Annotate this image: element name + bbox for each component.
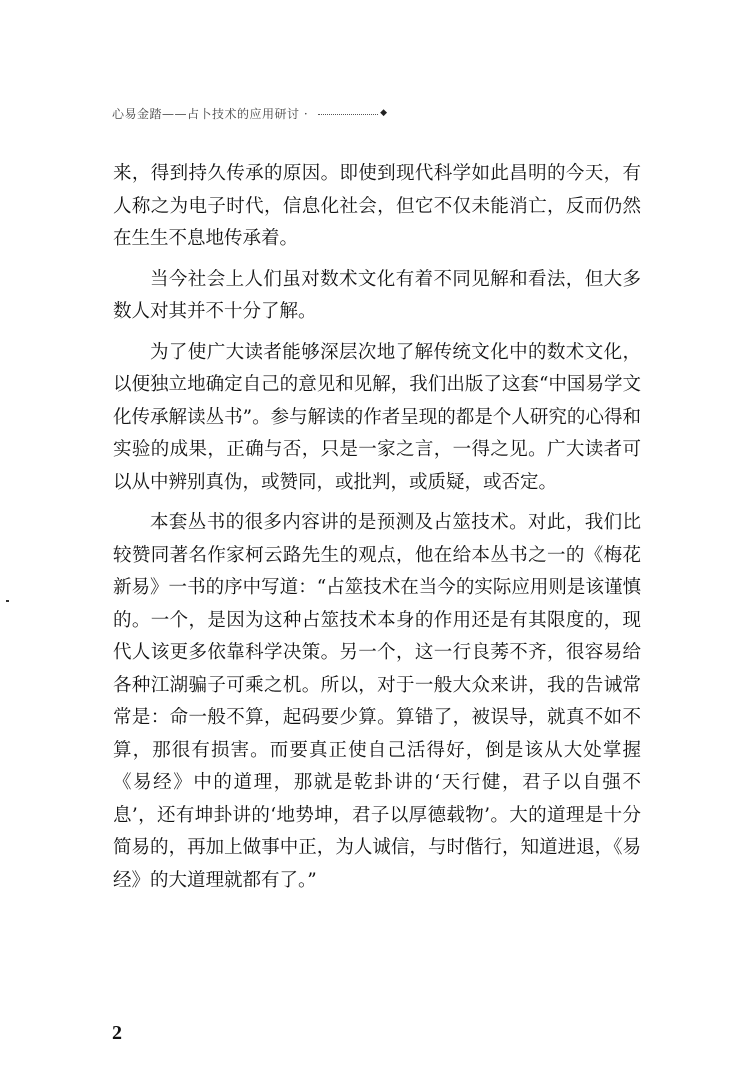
header-dotted-rule bbox=[318, 114, 378, 115]
header-ornament: ◆ bbox=[380, 108, 388, 118]
paragraph-1: 来，得到持久传承的原因。即使到现代科学如此昌明的今天，有人称之为电子时代，信息化社会，但它不仅未能消亡，反而仍然在生生不息地传承着。 bbox=[113, 163, 641, 249]
paragraph-4: 本套丛书的很多内容讲的是预测及占筮技术。对此，我们比较赞同著名作家柯云路先生的观点，他在给本丛书之一的《梅花新易》一书的序中写道：“占筮技术在当今的实际应用则是该谨慎的。一个，是因为这种占筮技术本身的作用还是有其限度的，现代人该更多依靠科学决策。另一个，这一行良莠不齐，很容易给各种江湖骗子可乘之机。所以，对于一般大众来讲，我的告诫常常是：命一般不算，起码要少算。算错了，被误导，就真不如不算，那很有损害。而要真正使自己活得好，倒是该从大处掌握《易经》中的道理，那就是乾卦讲的‘天行健，君子以自强不息’，还有坤卦讲的‘地势坤，君子以厚德载物’。大的道理是十分简易的，再加上做事中正，为人诚信，与时偕行，知道进退，《易经》的大道理就都有了。” bbox=[113, 512, 641, 891]
running-header bbox=[112, 103, 388, 123]
running-title: 心易金踏——占卜技术的应用研讨 · bbox=[112, 106, 309, 121]
page-number: 2 bbox=[112, 1022, 122, 1044]
paragraph-3: 为了使广大读者能够深层次地了解传统文化中的数术文化，以便独立地确定自己的意见和见解，我们出版了这套“中国易学文化传承解读丛书”。参与解读的作者呈现的都是个人研究的心得和实验的成果，正确与否，只是一家之言，一得之见。广大读者可以从中辨别真伪，或赞同，或批判，或质疑，或否定。 bbox=[113, 341, 641, 493]
body-text bbox=[113, 158, 641, 905]
paragraph-2: 当今社会上人们虽对数术文化有着不同见解和看法，但大多数人对其并不十分了解。 bbox=[113, 268, 641, 322]
scan-speck bbox=[6, 600, 9, 602]
